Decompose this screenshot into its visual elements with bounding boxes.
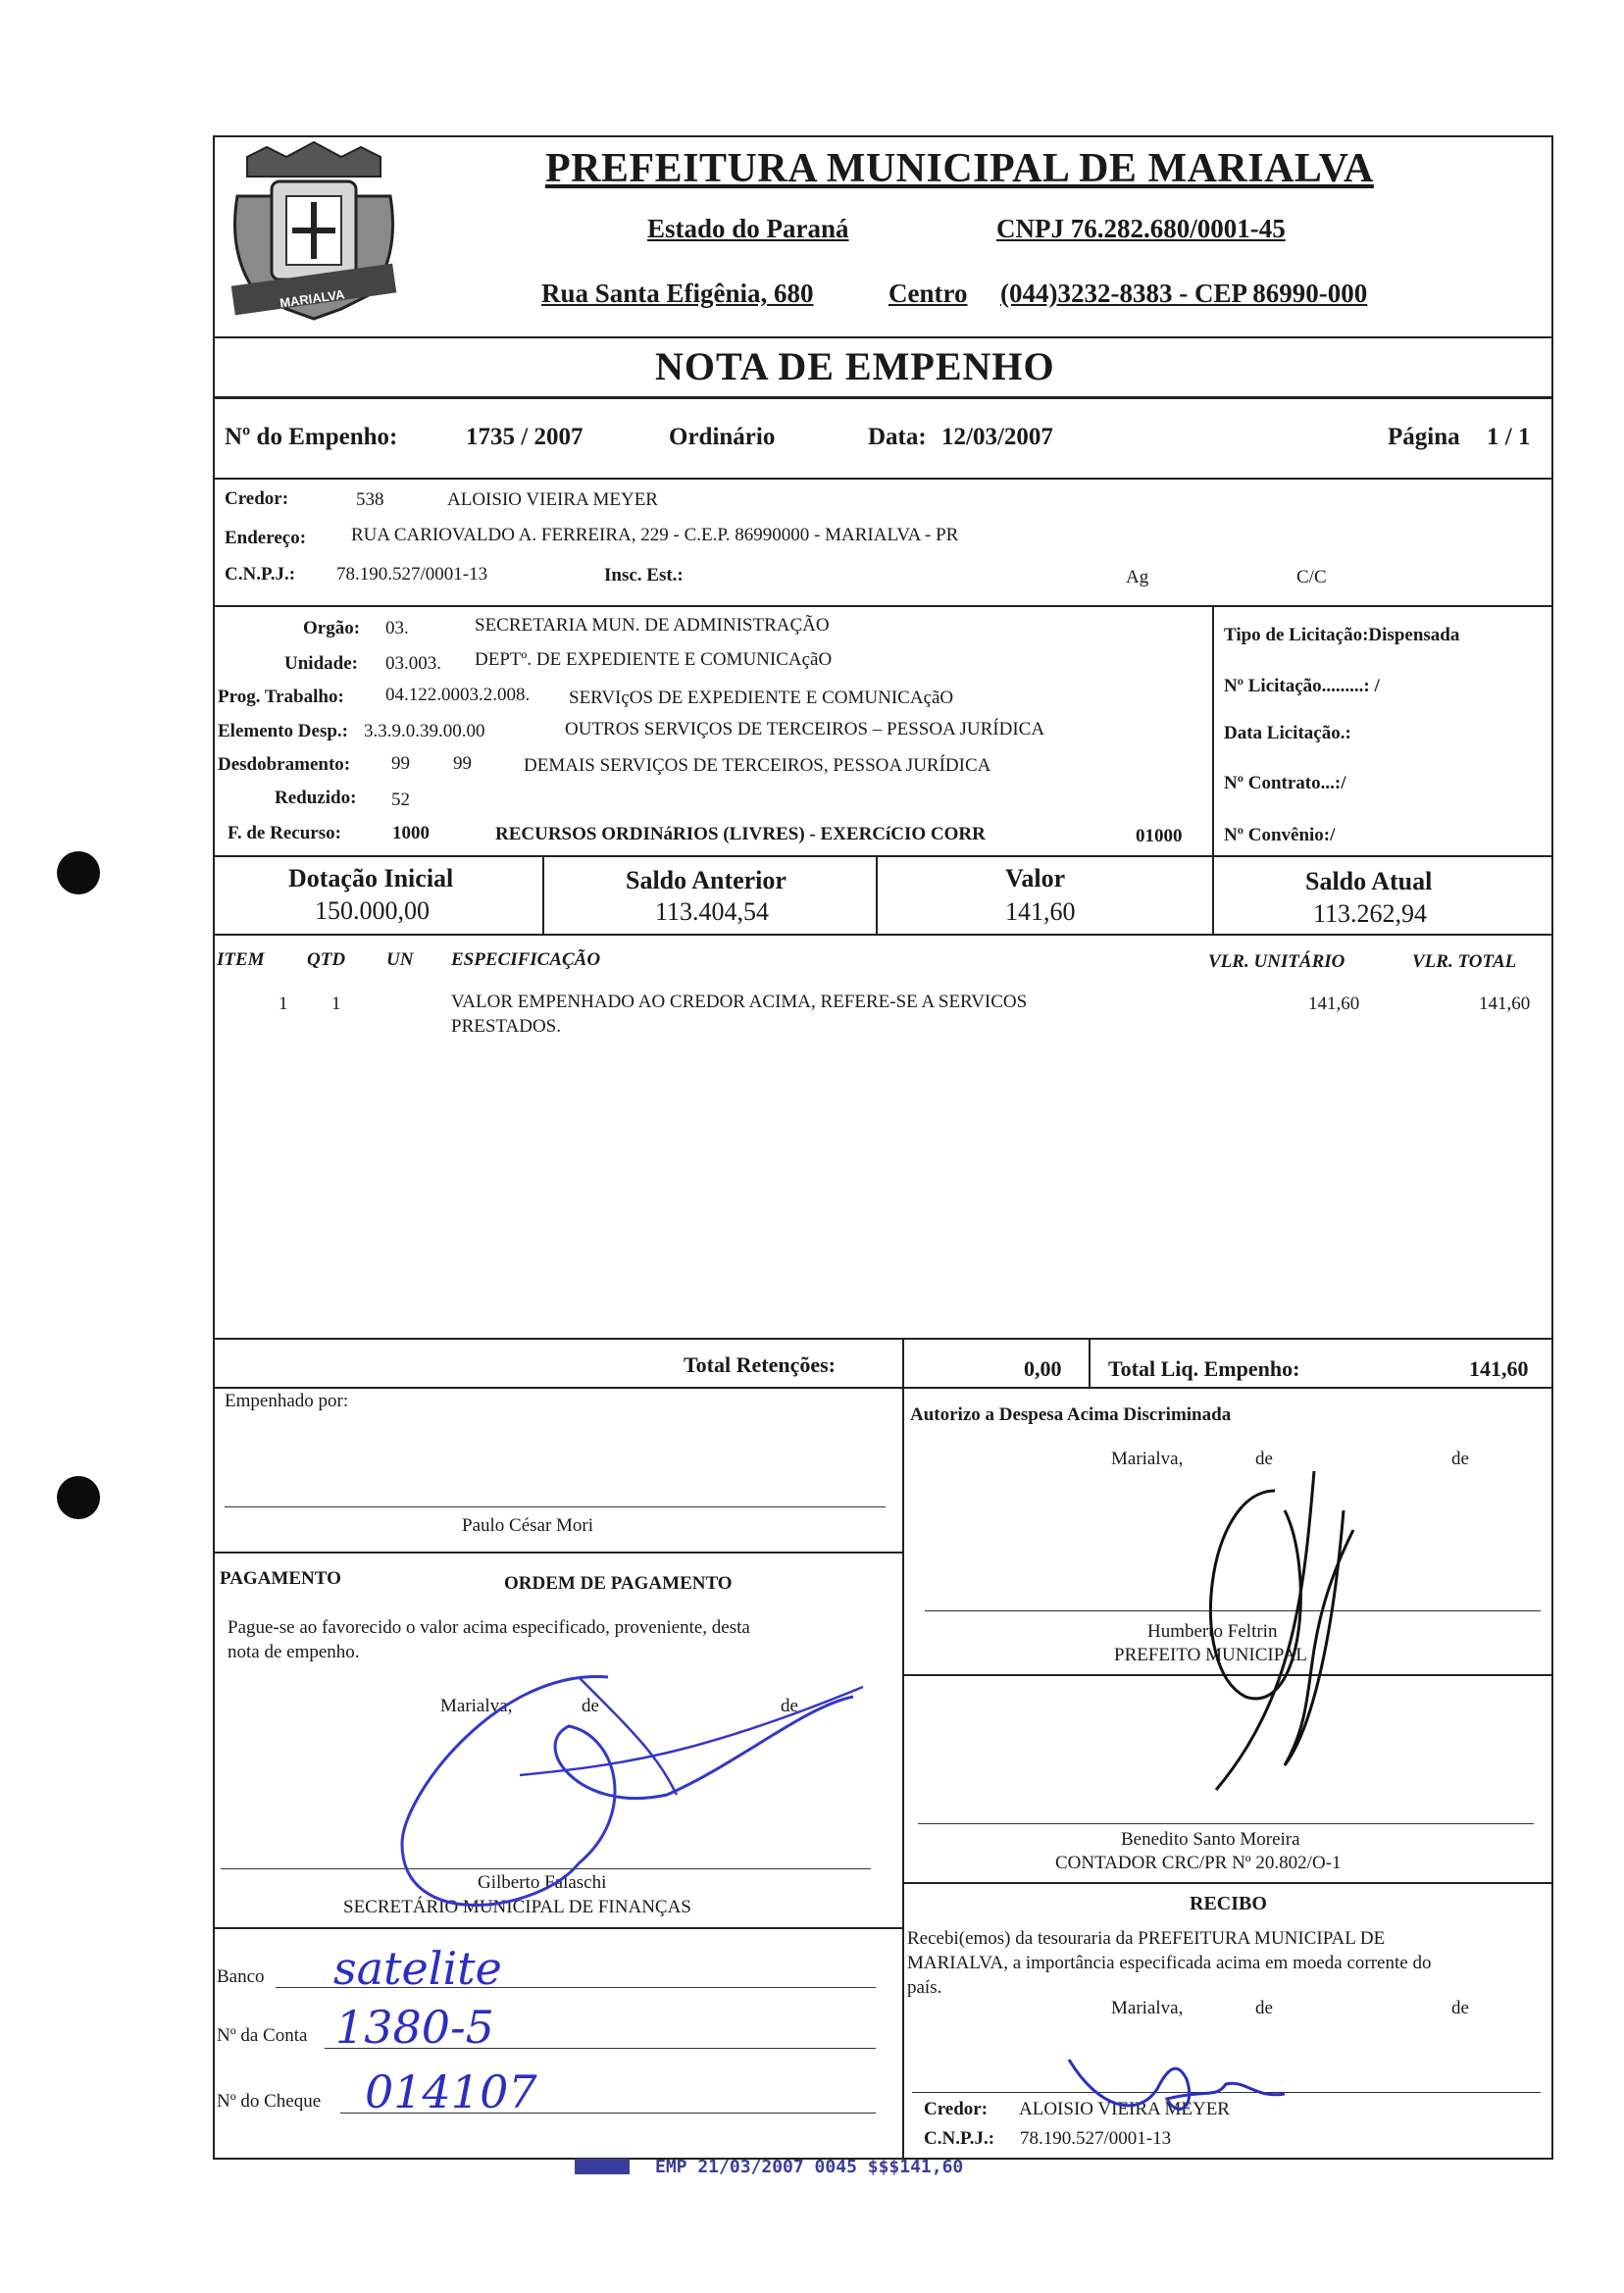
credor-name: ALOISIO VIEIRA MEYER: [447, 489, 658, 510]
autorizo-place: Marialva,: [1111, 1449, 1184, 1469]
header-address: Rua Santa Efigênia, 680: [541, 279, 814, 308]
recibo-text-2: MARIALVA, a importância especificada acima em moeda corrente do: [907, 1953, 1432, 1973]
unidade-label: Unidade:: [284, 653, 358, 674]
saldo-atual-label: Saldo Atual: [1305, 867, 1433, 895]
prog-code: 04.122.0003.2.008.: [385, 685, 531, 705]
prog-name: SERVIçOS DE EXPEDIENTE E COMUNICAçãO: [569, 688, 954, 708]
banco-label: Banco: [217, 1966, 265, 1987]
pagamento-de-2: de: [781, 1696, 798, 1716]
conta-label: Nº da Conta: [217, 2025, 308, 2046]
item-spec-line-1: VALOR EMPENHADO AO CREDOR ACIMA, REFERE-SE A SERVICOS: [451, 992, 1028, 1012]
payment-stamp: EMP 21/03/2007 0045 $$$141,60: [655, 2157, 964, 2177]
ag-label: Ag: [1126, 567, 1149, 587]
credor-code: 538: [356, 489, 384, 510]
cc-label: C/C: [1296, 567, 1327, 587]
desdobramento-code-2: 99: [453, 753, 472, 774]
empenhado-label: Empenhado por:: [225, 1391, 349, 1411]
pagamento-text-1: Pague-se ao favorecido o valor acima especificado, proveniente, desta: [228, 1617, 750, 1638]
recibo-cnpj-label: C.N.P.J.:: [924, 2128, 995, 2149]
conta-value: 1380-5: [335, 2001, 494, 2054]
saldo-anterior-value: 113.404,54: [655, 897, 770, 926]
autorizo-title: Autorizo a Despesa Acima Discriminada: [910, 1404, 1232, 1425]
recibo-place: Marialva,: [1111, 1998, 1184, 2018]
banco-value: satelite: [333, 1942, 502, 1995]
cheque-label: Nº do Cheque: [217, 2091, 322, 2112]
contador-name: Benedito Santo Moreira: [1121, 1829, 1300, 1850]
desdobramento-code-1: 99: [391, 753, 410, 774]
desdobramento-name: DEMAIS SERVIÇOS DE TERCEIROS, PESSOA JURÍDICA: [524, 755, 991, 776]
elemento-label: Elemento Desp.:: [218, 721, 348, 741]
mayor-role: PREFEITO MUNICIPAL: [1114, 1645, 1307, 1665]
col-header-un: UN: [386, 949, 414, 970]
pagamento-label: PAGAMENTO: [220, 1568, 341, 1589]
header-state: Estado do Paraná: [647, 214, 849, 243]
mayor-name: Humberto Feltrin: [1147, 1621, 1278, 1642]
credor-label: Credor:: [225, 488, 289, 509]
punch-hole: [57, 1476, 100, 1519]
prog-label: Prog. Trabalho:: [218, 687, 344, 707]
col-header-total-value: VLR. TOTAL: [1412, 951, 1517, 972]
recibo-text-1: Recebi(emos) da tesouraria da PREFEITURA MUNICIPAL DE: [907, 1928, 1386, 1949]
saldo-anterior-label: Saldo Anterior: [626, 866, 787, 894]
recibo-credor-label: Credor:: [924, 2099, 989, 2119]
secretary-name: Gilberto Falaschi: [478, 1872, 607, 1893]
insc-est-label: Insc. Est.:: [604, 565, 684, 586]
valor-label: Valor: [1005, 864, 1066, 892]
cnpj-label: C.N.P.J.:: [225, 564, 296, 585]
pagamento-de-1: de: [582, 1696, 599, 1716]
document-title: NOTA DE EMPENHO: [655, 344, 1055, 388]
empenhado-name: Paulo César Mori: [462, 1515, 594, 1536]
desdobramento-label: Desdobramento:: [218, 754, 351, 775]
stamp-barcode-mark: [575, 2159, 630, 2174]
valor-value: 141,60: [1005, 897, 1076, 926]
autorizo-de-2: de: [1451, 1449, 1469, 1469]
dotacao-label: Dotação Inicial: [288, 864, 454, 892]
reduzido-label: Reduzido:: [275, 788, 357, 808]
retencoes-value: 0,00: [1024, 1356, 1062, 1381]
item-unit-value: 141,60: [1308, 994, 1360, 1014]
orgao-label: Orgão:: [303, 618, 361, 638]
autorizo-de-1: de: [1255, 1449, 1273, 1469]
licitacao-date: Data Licitação.:: [1224, 723, 1351, 743]
contrato-number: Nº Contrato...:/: [1224, 773, 1346, 793]
page-number: 1 / 1: [1487, 424, 1531, 450]
empenho-number: 1735 / 2007: [466, 424, 584, 450]
header-district: Centro: [888, 279, 968, 308]
cheque-value: 014107: [365, 2065, 537, 2118]
total-liquid-value: 141,60: [1469, 1356, 1529, 1381]
ordem-pagamento-label: ORDEM DE PAGAMENTO: [504, 1573, 733, 1594]
recurso-name: RECURSOS ORDINáRIOS (LIVRES) - EXERCíCIO CORR: [495, 824, 986, 844]
recibo-cnpj: 78.190.527/0001-13: [1020, 2128, 1172, 2149]
header-title: PREFEITURA MUNICIPAL DE MARIALVA: [545, 146, 1374, 191]
recibo-de-2: de: [1451, 1998, 1469, 2018]
credor-address: RUA CARIOVALDO A. FERREIRA, 229 - C.E.P. 86990000 - MARIALVA - PR: [351, 525, 959, 545]
punch-hole: [57, 851, 100, 894]
item-total-value: 141,60: [1479, 994, 1531, 1014]
orgao-code: 03.: [385, 618, 409, 638]
unidade-name: DEPTº. DE EXPEDIENTE E COMUNICAçãO: [475, 649, 833, 670]
recurso-code: 1000: [392, 823, 430, 843]
header-phone-cep: (044)3232-8383 - CEP 86990-000: [1000, 279, 1368, 308]
secretary-role: SECRETÁRIO MUNICIPAL DE FINANÇAS: [343, 1897, 691, 1917]
recibo-title: RECIBO: [1190, 1893, 1267, 1914]
item-qty: 1: [331, 994, 341, 1014]
recurso-code-2: 01000: [1136, 826, 1183, 846]
recibo-text-3: país.: [907, 1977, 942, 1998]
saldo-atual-value: 113.262,94: [1313, 899, 1428, 928]
seal-label: MARIALVA: [279, 286, 346, 311]
pagamento-text-2: nota de empenho.: [228, 1642, 360, 1662]
empenho-label: Nº do Empenho:: [225, 424, 398, 450]
recurso-label: F. de Recurso:: [228, 823, 341, 843]
header-cnpj: CNPJ 76.282.680/0001-45: [996, 214, 1286, 243]
retencoes-label: Total Retenções:: [684, 1352, 836, 1377]
licitacao-number: Nº Licitação.........: /: [1224, 676, 1380, 696]
recibo-credor-name: ALOISIO VIEIRA MEYER: [1019, 2099, 1230, 2119]
reduzido-value: 52: [391, 790, 410, 810]
pagamento-place: Marialva,: [440, 1696, 513, 1716]
credor-cnpj: 78.190.527/0001-13: [336, 564, 488, 585]
item-number: 1: [279, 994, 288, 1014]
contador-role: CONTADOR CRC/PR Nº 20.802/O-1: [1055, 1853, 1342, 1873]
col-header-unit-value: VLR. UNITÁRIO: [1208, 951, 1345, 972]
unidade-code: 03.003.: [385, 653, 441, 674]
col-header-spec: ESPECIFICAÇÃO: [451, 949, 601, 970]
col-header-item: ITEM: [217, 949, 265, 970]
elemento-code: 3.3.9.0.39.00.00: [364, 721, 485, 741]
empenho-type: Ordinário: [669, 424, 776, 450]
col-header-qtd: QTD: [307, 949, 346, 970]
empenho-date-label: Data:: [868, 424, 927, 450]
empenho-date: 12/03/2007: [941, 424, 1053, 450]
convenio-number: Nº Convênio:/: [1224, 825, 1336, 845]
recibo-de-1: de: [1255, 1998, 1273, 2018]
dotacao-value: 150.000,00: [315, 896, 430, 925]
licitacao-type: Tipo de Licitação:Dispensada: [1224, 625, 1460, 645]
address-label: Endereço:: [225, 528, 307, 548]
item-spec-line-2: PRESTADOS.: [451, 1016, 561, 1037]
total-liquid-label: Total Liq. Empenho:: [1108, 1356, 1300, 1381]
page-label: Página: [1388, 424, 1460, 450]
elemento-name: OUTROS SERVIÇOS DE TERCEIROS – PESSOA JURÍDICA: [565, 719, 1045, 739]
orgao-name: SECRETARIA MUN. DE ADMINISTRAÇÃO: [475, 615, 830, 636]
